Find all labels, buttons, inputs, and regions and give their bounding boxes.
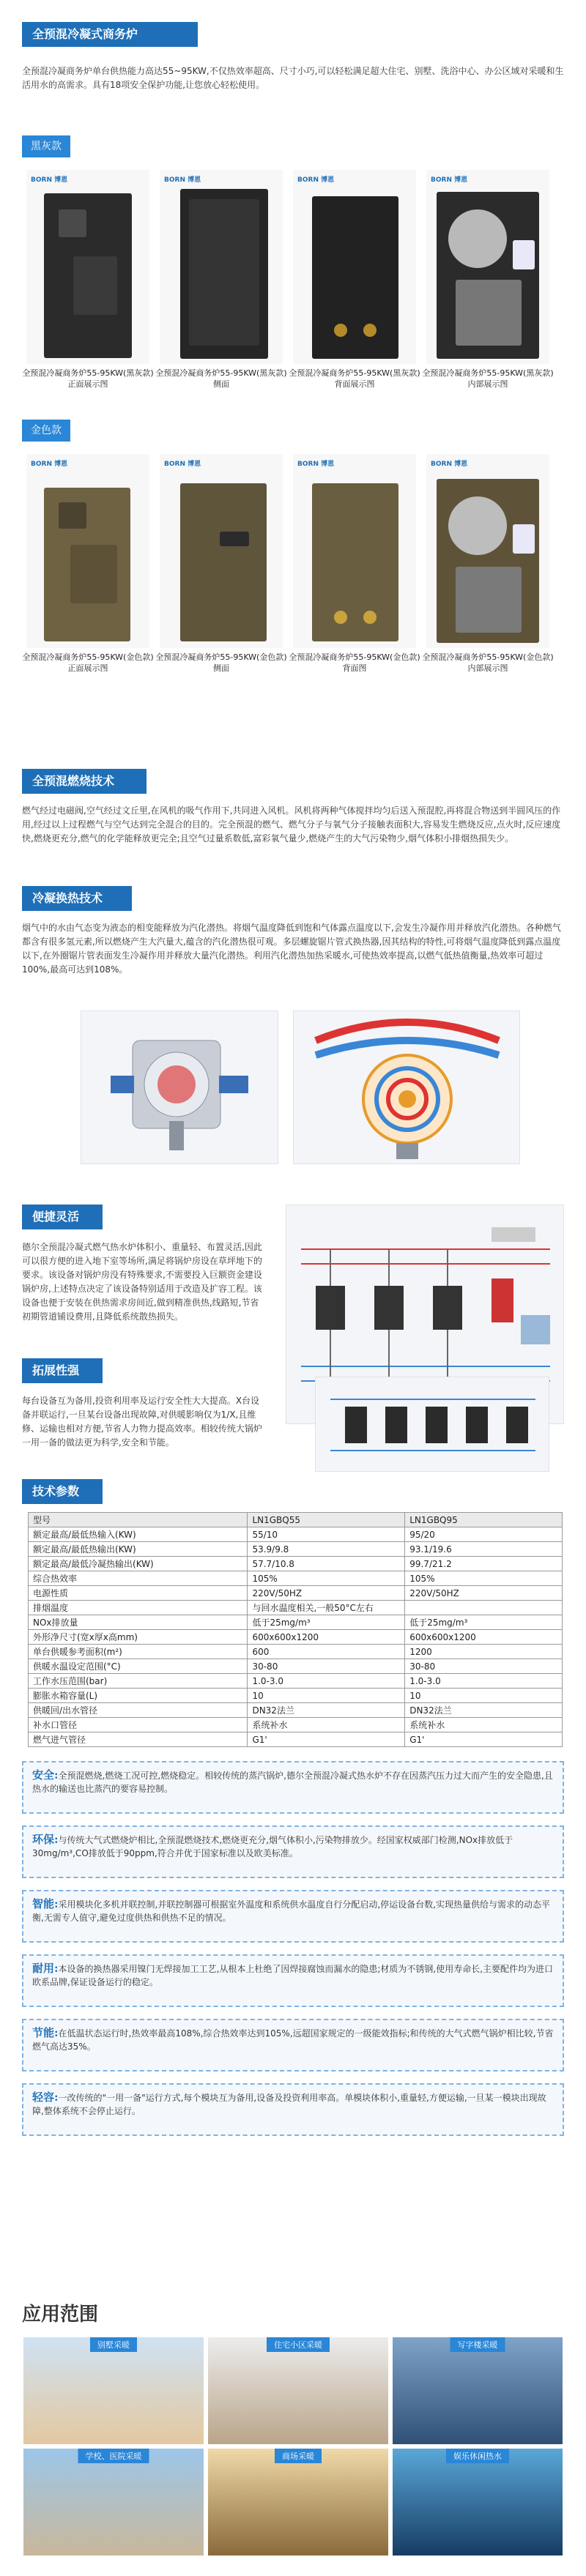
spec-row — [29, 1732, 563, 1747]
page-title: 全预混冷凝式商务炉 — [22, 22, 198, 47]
gold-series-tab[interactable]: 金色款 — [22, 420, 70, 442]
spec-row — [29, 1615, 563, 1630]
product-image-black-front — [26, 170, 149, 364]
pipe-fitting — [363, 324, 377, 337]
product-image-black-inside — [426, 170, 549, 364]
black-series-tab[interactable]: 黑灰款 — [22, 135, 70, 157]
spec-value: 105% — [248, 1571, 405, 1586]
spec-label: 额定最高/最低冷凝热输出(KW) — [29, 1557, 248, 1571]
section-title-specs: 技术参数 — [22, 1479, 103, 1504]
spec-value: 10 — [248, 1689, 405, 1703]
product-image-gold-side — [160, 454, 283, 648]
application-label: 商场采暖 — [275, 2449, 322, 2463]
spec-value: G1' — [405, 1732, 563, 1747]
expand-text: 每台设备互为备用,投资利用率及运行安全性大大提高。X台设备并联运行,一旦某台设备出现故障,对供暖影响仅为1/X,且维修、运输也相对方便,节省人力物力提高效率。相较传统大锅炉一用一备的做法更为科学,安全和节能。 — [22, 1396, 262, 1448]
cabinet-shape — [312, 483, 398, 641]
spec-label: 膨胀水箱容量(L) — [29, 1689, 248, 1703]
pipe-fitting — [334, 611, 347, 624]
spec-value: 30-80 — [248, 1659, 405, 1674]
spec-value: 220V/50HZ — [405, 1586, 563, 1601]
spec-value: 220V/50HZ — [248, 1586, 405, 1601]
spec-row — [29, 1571, 563, 1586]
pipe-fitting — [363, 611, 377, 624]
spec-row — [29, 1630, 563, 1645]
piping — [456, 567, 522, 633]
feature-block — [22, 2083, 564, 2136]
application-label: 娱乐休闲热水 — [446, 2449, 509, 2463]
spec-value: 30-80 — [405, 1659, 563, 1674]
spec-label: 电源性质 — [29, 1586, 248, 1601]
caption-gold-front: 全预混冷凝商务炉55-95KW(金色款)正面展示图 — [22, 652, 154, 673]
control-panel — [59, 209, 86, 237]
section-title-expand: 拓展性强 — [22, 1358, 103, 1383]
spec-row — [29, 1513, 563, 1527]
section-title-premix: 全预混燃烧技术 — [22, 769, 146, 794]
feature-title: 智能: — [32, 1897, 59, 1910]
piping — [456, 280, 522, 346]
condensing-text: 烟气中的水由气态变为液态的相变能释放为汽化潜热。将烟气温度降低到饱和气体露点温度以下,会发生冷凝作用并释放汽化潜热。各种燃气都含有很多氢元素,所以燃烧产生大汽量大,蕴含的汽化潜热很可观。多层螺旋锯片管式换热器,因其结构的特性,可将烟气温度降低到露点温度以下,在外圈锯片管表面发生冷凝作用并释放大量汽化潜热。利用汽化潜热加热采暖水,可使热效率提高,以燃气低热值衡量,热效率可超过100%,最高可达到108%。 — [22, 923, 561, 975]
brand-logo: BORN 博恩 — [31, 461, 68, 468]
feature-title: 安全: — [32, 1768, 59, 1782]
feature-text: 全预混燃烧,燃烧工况可控,燃烧稳定。相较传统的蒸汽锅炉,德尔全预混冷凝式热水炉不存在因蒸汽压力过大而产生的安全隐患,且热水的输送也比蒸汽的要容易控制。 — [32, 1771, 553, 1794]
spec-value: LN1GBQ95 — [405, 1513, 563, 1527]
feature-text: 一改传统的"一用一备"运行方式,每个模块互为备用,设备及投资利用率高。单模块体积小,重量轻,方便运输,一旦某一模块出现故障,整体系统不会停止运行。 — [32, 2093, 546, 2116]
feature-text: 与传统大气式燃烧炉相比,全预混燃烧技术,燃烧更充分,烟气体积小,污染物排放少。经国家权威部门检测,NOx排放低于30mg/m³,CO排放低于90ppm,符合并优于国家标准以及欧美标准。 — [32, 1835, 513, 1858]
spec-table — [28, 1512, 563, 1747]
heat-exchanger — [448, 209, 507, 268]
parallel-units-illustration — [316, 1377, 550, 1473]
feature-title: 环保: — [32, 1833, 59, 1846]
spec-row — [29, 1601, 563, 1615]
spec-value: 1.0-3.0 — [248, 1674, 405, 1689]
spec-value: 低于25mg/m³ — [405, 1615, 563, 1630]
spec-row — [29, 1659, 563, 1674]
control-module — [513, 524, 535, 554]
heat-exchanger — [448, 496, 507, 555]
spec-label: 工作水压范围(bar) — [29, 1674, 248, 1689]
spec-value: 105% — [405, 1571, 563, 1586]
spec-label: 燃气进气管径 — [29, 1732, 248, 1747]
feature-title: 节能: — [32, 2026, 59, 2039]
spec-value: 600x600x1200 — [405, 1630, 563, 1645]
section-title-condensing: 冷凝换热技术 — [22, 886, 132, 911]
spec-label: 额定最高/最低热输入(KW) — [29, 1527, 248, 1542]
caption-gold-side: 全预混冷凝商务炉55-95KW(金色款)侧面 — [155, 652, 287, 673]
caption-black-side: 全预混冷凝商务炉55-95KW(黑灰款)侧面 — [155, 368, 287, 389]
premix-text: 燃气经过电磁阀,空气经过文丘里,在风机的吸气作用下,共同进入风机。风机将两种气体搅拌均匀后送入预混腔,再将混合物送到半圆风压的作用,经过以上过程燃气与空气达到完全混合的目的。完全预混的燃气、燃气分子与氧气分子接触表面积大,容易发生燃烧反应,点火时,反应速度快,燃烧更充分,燃气的化学能释放更完全;且空气过量系数低,富彩氧气量少,燃烧产生的大气污染物少,烟气体积小排烟热损失少。 — [22, 805, 561, 844]
spec-value: 93.1/19.6 — [405, 1542, 563, 1557]
flexible-text: 德尔全预混冷凝式燃气热水炉体积小、重量轻、布置灵活,因此可以很方便的进入地下室等场所,满足将锅炉房设在草坪地下的要求。该设备对锅炉房没有特殊要求,不需要投入巨额资金建设锅炉房,上述特点决定了该设备特别适用于改造及扩容工程。该设备也便于安装在供热需求房间近,做到精准供热,线路短,节省初期管道铺设费用,且降低系统散热损失。 — [22, 1242, 262, 1322]
heat-exchanger-diagram — [81, 1010, 278, 1164]
feature-title: 耐用: — [32, 1962, 59, 1975]
application-tile — [22, 2447, 205, 2557]
spec-value: 低于25mg/m³ — [248, 1615, 405, 1630]
cabinet-shape — [180, 483, 267, 641]
feature-title: 轻容: — [32, 2091, 59, 2104]
spec-value: 1200 — [405, 1645, 563, 1659]
spec-value: G1' — [248, 1732, 405, 1747]
application-tile — [391, 2447, 564, 2557]
brand-logo: BORN 博恩 — [31, 176, 68, 184]
product-image-gold-front — [26, 454, 149, 648]
product-image-gold-back — [293, 454, 416, 648]
spec-value: 系统补水 — [248, 1718, 405, 1732]
control-module — [513, 240, 535, 269]
application-tile — [207, 2447, 390, 2557]
spec-value: 与回水温度相关,一般50°C左右 — [248, 1601, 405, 1615]
feature-text: 采用模块化多机并联控制,并联控制器可根据室外温度和系统供水温度自行分配启动,停运设备台数,实现热量供给与需求的动态平衡,无需专人值守,避免过度供热和供热不足的情况。 — [32, 1899, 550, 1923]
spec-label: 额定最高/最低热输出(KW) — [29, 1542, 248, 1557]
spec-row — [29, 1689, 563, 1703]
spec-row — [29, 1542, 563, 1557]
feature-block — [22, 1825, 564, 1878]
application-tile — [391, 2336, 564, 2446]
product-image-gold-inside — [426, 454, 549, 648]
application-tile — [22, 2336, 205, 2446]
spec-label: 综合热效率 — [29, 1571, 248, 1586]
spec-label: 补水口管径 — [29, 1718, 248, 1732]
cabinet-shape — [312, 196, 398, 359]
spec-label: NOx排放量 — [29, 1615, 248, 1630]
feature-block — [22, 1890, 564, 1943]
brand-logo: BORN 博恩 — [297, 176, 335, 184]
spec-label: 型号 — [29, 1513, 248, 1527]
application-label: 学校、医院采暖 — [78, 2449, 149, 2463]
spec-value: 600x600x1200 — [248, 1630, 405, 1645]
spec-value: LN1GBQ55 — [248, 1513, 405, 1527]
spec-value: 55/10 — [248, 1527, 405, 1542]
heat-flow-diagram — [293, 1010, 520, 1164]
product-image-black-back — [293, 170, 416, 364]
spec-label: 外形净尺寸(宽x厚x高mm) — [29, 1630, 248, 1645]
product-image-black-side — [160, 170, 283, 364]
spec-label: 排烟温度 — [29, 1601, 248, 1615]
spec-row — [29, 1674, 563, 1689]
spec-row — [29, 1703, 563, 1718]
spec-value: DN32法兰 — [248, 1703, 405, 1718]
spec-value — [405, 1601, 563, 1615]
intro-text: 全预混冷凝商务炉单台供热能力高达55~95KW,不仅热效率超高、尺寸小巧,可以轻松满足超大住宅、别墅、洗浴中心、办公区域对采暖和生活用水的高需求。具有18项安全保护功能,让您放心轻松使用。 — [22, 66, 564, 90]
feature-block — [22, 2019, 564, 2071]
side-label — [220, 532, 249, 546]
caption-black-back: 全预混冷凝商务炉55-95KW(黑灰款)背面展示图 — [289, 368, 420, 389]
spec-label: 单台供暖参考面积(m²) — [29, 1645, 248, 1659]
pipe-fitting — [334, 324, 347, 337]
spec-row — [29, 1586, 563, 1601]
application-label: 住宅小区采暖 — [267, 2337, 330, 2352]
brand-logo: BORN 博恩 — [431, 461, 468, 468]
spec-value: 57.7/10.8 — [248, 1557, 405, 1571]
heat-exchanger-illustration — [81, 1011, 279, 1165]
feature-text: 本设备的换热器采用镍门无焊接加工工艺,从根本上杜绝了因焊接腐蚀而漏水的隐患;材质为不锈钢,使用寿命长,主要配件均为进口欧系品牌,保证设备运行的稳定。 — [32, 1964, 554, 1987]
caption-black-front: 全预混冷凝商务炉55-95KW(黑灰款)正面展示图 — [22, 368, 154, 389]
spec-value: 1.0-3.0 — [405, 1674, 563, 1689]
applications-title: 应用范围 — [22, 2304, 99, 2326]
brand-logo: BORN 博恩 — [164, 176, 201, 184]
vent-grill — [73, 256, 117, 315]
spec-value: 95/20 — [405, 1527, 563, 1542]
spec-row — [29, 1557, 563, 1571]
brand-logo: BORN 博恩 — [431, 176, 468, 184]
vent-grill — [70, 545, 117, 603]
caption-black-inside: 全预混冷凝商务炉55-95KW(黑灰款)内部展示图 — [422, 368, 554, 389]
caption-gold-inside: 全预混冷凝商务炉55-95KW(金色款)内部展示图 — [422, 652, 554, 673]
spec-value: 99.7/21.2 — [405, 1557, 563, 1571]
spec-row — [29, 1718, 563, 1732]
feature-block — [22, 1954, 564, 2007]
spec-value: 系统补水 — [405, 1718, 563, 1732]
spec-value: 53.9/9.8 — [248, 1542, 405, 1557]
brand-logo: BORN 博恩 — [164, 461, 201, 468]
heat-flow-illustration — [294, 1011, 521, 1165]
spec-value: 600 — [248, 1645, 405, 1659]
spec-value: 10 — [405, 1689, 563, 1703]
control-panel — [59, 502, 86, 529]
spec-value: DN32法兰 — [405, 1703, 563, 1718]
application-label: 写字楼采暖 — [450, 2337, 505, 2352]
application-label: 别墅采暖 — [90, 2337, 137, 2352]
side-panel — [189, 199, 259, 346]
application-tile — [207, 2336, 390, 2446]
caption-gold-back: 全预混冷凝商务炉55-95KW(金色款)背面图 — [289, 652, 420, 673]
parallel-units-diagram — [315, 1377, 549, 1472]
feature-text: 在低温状态运行时,热效率最高108%,综合热效率达到105%,远超国家规定的一级能效指标;和传统的大气式燃气锅炉相比较,节省燃气高达35%。 — [32, 2028, 554, 2052]
spec-row — [29, 1645, 563, 1659]
spec-label: 供暖回/出水管径 — [29, 1703, 248, 1718]
feature-block — [22, 1761, 564, 1814]
spec-label: 供暖水温设定范围(°C) — [29, 1659, 248, 1674]
spec-row — [29, 1527, 563, 1542]
brand-logo: BORN 博恩 — [297, 461, 335, 468]
section-title-flexible: 便捷灵活 — [22, 1205, 103, 1229]
